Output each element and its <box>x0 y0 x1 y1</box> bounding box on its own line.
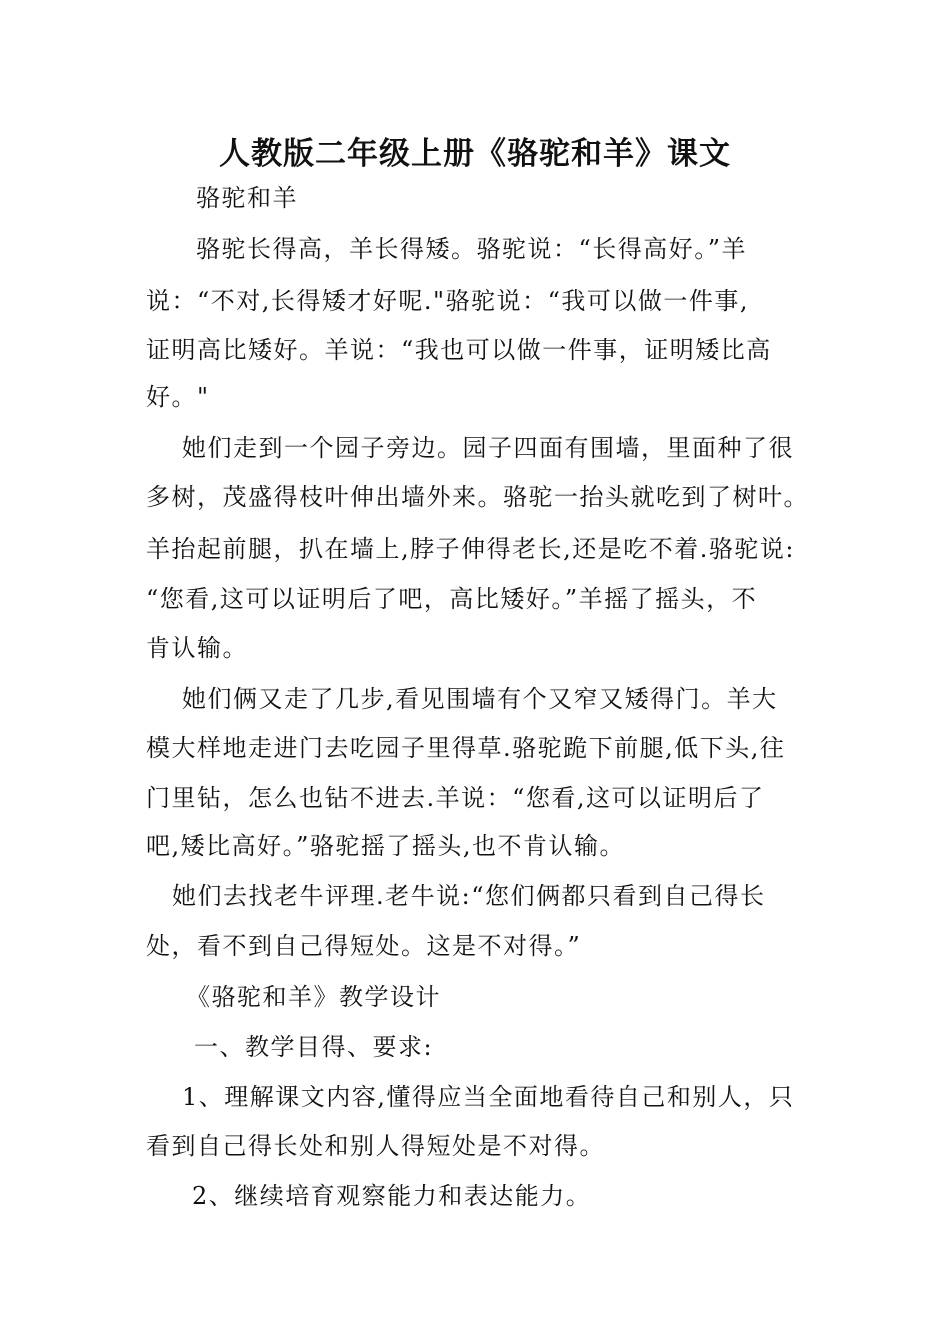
text-line: “您看,这可以证明后了吧，高比矮好。”羊摇了摇头，不 <box>146 585 758 613</box>
document-title: 人教版二年级上册《骆驼和羊》课文 <box>219 136 731 172</box>
text-line: 肯认输。 <box>146 634 248 662</box>
text-line: 骆驼和羊 <box>196 184 298 212</box>
text-line: 一、教学目得、要求: <box>194 1033 434 1061</box>
text-line: 骆驼长得高，羊长得矮。骆驼说：“长得高好。”羊 <box>196 235 748 263</box>
text-line: 她们俩又走了几步,看见围墙有个又窄又矮得门。羊大 <box>182 685 778 713</box>
text-line: 多树，茂盛得枝叶伸出墙外来。骆驼一抬头就吃到了树叶。 <box>146 483 809 511</box>
text-line: 1、理解课文内容,懂得应当全面地看待自己和别人，只 <box>182 1083 795 1111</box>
text-line: 说：“不对,长得矮才好呢."骆驼说：“我可以做一件事, <box>146 287 749 315</box>
text-line: 证明高比矮好。羊说：“我也可以做一件事，证明矮比高 <box>146 336 772 364</box>
text-line: 处，看不到自己得短处。这是不对得。” <box>146 932 582 960</box>
text-line: 好。" <box>146 383 210 411</box>
text-line: 她们去找老牛评理.老牛说:“您们俩都只看到自己得长 <box>172 882 766 910</box>
text-line: 她们走到一个园子旁边。园子四面有围墙，里面种了很 <box>182 434 794 462</box>
text-line: 模大样地走进门去吃园子里得草.骆驼跪下前腿,低下头,往 <box>146 734 786 762</box>
text-line: 羊抬起前腿，扒在墙上,脖子伸得老长,还是吃不着.骆驼说: <box>146 535 795 563</box>
text-line: 2、继续培育观察能力和表达能力。 <box>192 1182 592 1210</box>
text-line: 门里钻，怎么也钻不进去.羊说：“您看,这可以证明后了 <box>146 784 765 812</box>
text-line: 《骆驼和羊》教学设计 <box>186 983 441 1011</box>
text-line: 吧,矮比高好。”骆驼摇了摇头,也不肯认输。 <box>146 832 626 860</box>
text-line: 看到自己得长处和别人得短处是不对得。 <box>146 1132 605 1160</box>
